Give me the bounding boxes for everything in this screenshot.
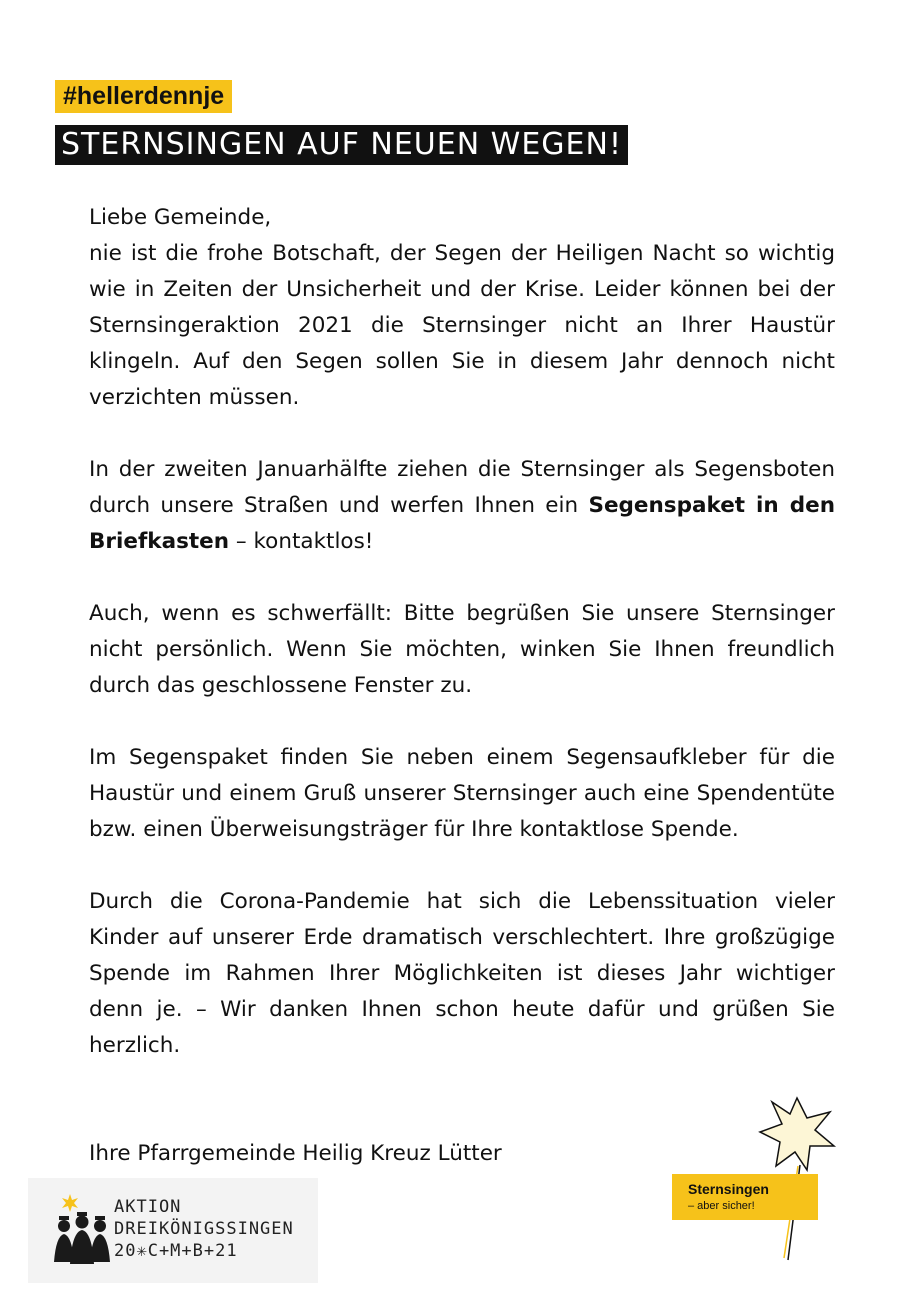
- aktion-logo-text: [114, 1196, 294, 1262]
- page-headline: STERNSINGEN AUF NEUEN WEGEN!: [55, 125, 628, 165]
- sternsingen-badge: [672, 1174, 818, 1220]
- letter-paragraph-3: Auch, wenn es schwerfällt: Bitte begrüßen Sie unsere Sternsinger nicht persönlich. Wenn Sie möchten, winken Sie Ihnen freundlich durch das geschlossene Fenster zu.: [89, 601, 835, 698]
- aktion-line-3: 20✳C+M+B+21: [114, 1241, 238, 1261]
- badge-title: Sternsingen: [688, 1181, 769, 1197]
- letter-paragraph-4: Im Segenspaket finden Sie neben einem Segensaufkleber für die Haustür und einem Gruß unserer Sternsinger auch eine Spendentüte bzw. einen Überweisungsträger für Ihre kontaktlose Spende.: [89, 745, 835, 842]
- paragraph-2-bold: Segenspaket in den Briefkasten: [89, 493, 835, 554]
- hashtag-label: #hellerdennje: [55, 80, 232, 113]
- letter-salutation: Liebe Gemeinde,: [89, 205, 272, 230]
- aktion-line-2: DREIKÖNIGSSINGEN: [114, 1219, 294, 1239]
- letter-paragraph-1: nie ist die frohe Botschaft, der Segen der Heiligen Nacht so wichtig wie in Zeiten der Unsicherheit und der Krise. Leider können bei der Sternsingeraktion 2021 die Sternsinger nicht an Ihrer Haustür klingeln. Auf den Segen sollen Sie in diesem Jahr dennoch nicht verzichten müssen.: [89, 241, 835, 410]
- three-kings-icon: [50, 1190, 114, 1270]
- badge-subtitle: – aber sicher!: [688, 1200, 755, 1212]
- letter-paragraph-2: [89, 452, 835, 560]
- letter-paragraph-5: Durch die Corona-Pandemie hat sich die Lebenssituation vieler Kinder auf unserer Erde dramatisch verschlechtert. Ihre großzügige Spende im Rahmen Ihrer Möglichkeiten ist dieses Jahr wichtiger denn je. – Wir danken Ihnen schon heute dafür und grüßen Sie herzlich.: [89, 889, 835, 1058]
- paragraph-2-end: – kontaktlos!: [229, 529, 374, 554]
- letter-body: [89, 200, 835, 1100]
- paragraph-2-text: In der zweiten Januarhälfte ziehen die Sternsinger als Segensboten durch unsere Straßen und werfen Ihnen ein: [89, 457, 835, 518]
- aktion-dreikoenigssingen-logo: [28, 1178, 318, 1283]
- letter-signature: Ihre Pfarrgemeinde Heilig Kreuz Lütter: [89, 1141, 502, 1166]
- aktion-line-1: AKTION: [114, 1197, 182, 1217]
